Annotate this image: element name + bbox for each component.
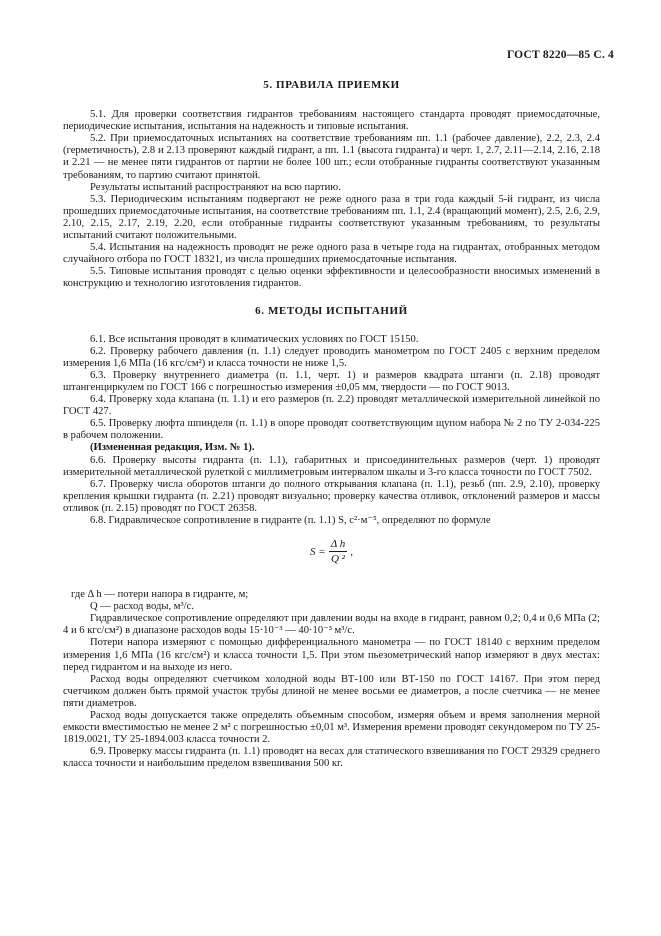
paragraph-6-7: 6.7. Проверку числа оборотов штанги до полного открывания клапана (п. 1.1), резьб (пп. 2.9, 2.10), проверку крепления крышки гидранта (п. 2.21) проводят визуально; проверку качества отливок, отклонений размеров и массы отливок (п. 2.15) проводят по ГОСТ 26358. xyxy=(63,478,600,514)
formula-denominator: Q ² xyxy=(330,553,345,566)
paragraph-6-8-volumetric: Расход воды допускается также определять объемным способом, измеряя объем и время заполнения мерной емкости вместимостью не менее 2 м² с погрешностью ±0,01 м³. Измерения времени проводят секундомером по ТУ 25-1819.0021, ТУ 25-1894.003 класса точности 2. xyxy=(63,710,600,746)
paragraph-6-5: 6.5. Проверку люфта шпинделя (п. 1.1) в опоре проводят соответствующим щупом набора № 2 по ТУ 2-034-225 в рабочем положении. xyxy=(63,418,600,442)
section-6-title: 6. МЕТОДЫ ИСПЫТАНИЙ xyxy=(255,304,408,317)
paragraph-6-6: 6.6. Проверку высоты гидранта (п. 1.1), габаритных и присоединительных размеров (черт. 1) проводят измерительной металлической рулеткой с миллиметровым интервалом шкалы и 3-го класса точности по ГОСТ 7502. xyxy=(63,454,600,478)
legend-line-1: где Δ h — потери напора в гидранте, м; xyxy=(71,589,249,601)
formula-numerator: Δ h xyxy=(329,538,348,552)
paragraph-6-4: 6.4. Проверку хода клапана (п. 1.1) и его размеров (п. 2.2) проводят металлической измерительной линейкой по ГОСТ 427. xyxy=(63,394,600,418)
formula-legend xyxy=(63,589,600,613)
formula-fraction xyxy=(329,538,348,565)
section-5-title: 5. ПРАВИЛА ПРИЕМКИ xyxy=(263,79,400,91)
paragraph-5-2: 5.2. При приемосдаточных испытаниях на соответствие требованиям пп. 1.1 (рабочее давление), 2.2, 2.3, 2.4 (герметичность), 2.8 и 2.13 проверяют каждый гидрант, а пп. 1.1 (высота гидранта) и черт. 1, 2.7, 2.11—2.14, 2.16, 2.18 и 2.21 — не менее пяти гидрантов от партии не более 100 шт.; если отобранные гидранты соответствуют указанным требованиям, то партию считают принятой. xyxy=(63,133,600,181)
paragraph-6-8-head-loss: Потери напора измеряют с помощью дифференциального манометра — по ГОСТ 18140 с верхним пределом измерения 1,6 МПа (16 кгс/см²) и класса точности 1,5. При этом пьезометрический напор измеряют в двух местах: перед гидрантом и на выходе из него. xyxy=(63,637,600,673)
paragraph-6-8: 6.8. Гидравлическое сопротивление в гидранте (п. 1.1) S, с²·м⁻⁵, определяют по формуле xyxy=(90,515,491,526)
paragraph-5-1: 5.1. Для проверки соответствия гидрантов требованиям настоящего стандарта проводят приемосдаточные, периодические испытания, испытания на надежность и типовые испытания. xyxy=(63,109,600,133)
amendment-note: (Измененная редакция, Изм. № 1). xyxy=(90,442,255,454)
paragraph-6-3: 6.3. Проверку внутреннего диаметра (п. 1.1, черт. 1) и размеров квадрата штанги (п. 2.18) проводят штангенциркулем по ГОСТ 166 с погрешностью измерения ±0,05 мм, твердости — по ГОСТ 9013. xyxy=(63,369,600,393)
formula-lhs: S = xyxy=(310,545,326,558)
paragraph-6-2: 6.2. Проверку рабочего давления (п. 1.1) следует проводить манометром по ГОСТ 2405 с верхним пределом измерения 1,6 МПа (16 кгс/см²) и класса точности не ниже 1,5. xyxy=(63,345,600,369)
paragraph-5-5: 5.5. Типовые испытания проводят с целью оценки эффективности и целесообразности вносимых изменений в конструкцию и технологию изготовления гидрантов. xyxy=(63,266,600,290)
formula-tail: , xyxy=(350,545,353,558)
paragraph-6-1: 6.1. Все испытания проводят в климатических условиях по ГОСТ 15150. xyxy=(90,333,419,345)
paragraph-6-8-flow: Расход воды определяют счетчиком холодной воды ВТ-100 или ВТ-150 по ГОСТ 14167. При этом перед счетчиком должен быть прямой участок трубы длиной не менее восьми ее диаметров, а после счетчика — не менее пяти диаметров. xyxy=(63,673,600,709)
page-content xyxy=(63,76,600,771)
page-header: ГОСТ 8220—85 С. 4 xyxy=(506,49,614,61)
paragraph-6-9: 6.9. Проверку массы гидранта (п. 1.1) проводят на весах для статического взвешивания по ГОСТ 29329 среднего класса точности и наибольшим пределом взвешивания 500 кг. xyxy=(63,746,600,770)
paragraph-5-3: 5.3. Периодическим испытаниям подвергают не реже одного раза в три года каждый 5-й гидрант, из числа прошедших приемосдаточные испытания, на соответствие требованиям пп. 1.1, 2.4 (вращающий момент), 2.5, 2.6, 2.9, 2.10, 2.15, 2.17, 2.19, 2.20, если отобранные гидранты соответствуют указанным требованиям, то результаты испытаний считают положительными. xyxy=(63,193,600,242)
paragraph-5-4: 5.4. Испытания на надежность проводят не реже одного раза в четыре года на гидрантах, отобранных методом случайного отбора по ГОСТ 18321, из числа прошедших приемосдаточные испытания. xyxy=(63,242,600,266)
paragraph-5-2-result: Результаты испытаний распространяют на всю партию. xyxy=(90,181,341,193)
paragraph-6-8-conditions: Гидравлическое сопротивление определяют при давлении воды на входе в гидрант, равном 0,2; 0,4 и 0,6 МПа (2; 4 и 6 кгс/см²) в диапазоне расходов воды 15·10⁻³ — 40·10⁻³ м³/с. xyxy=(63,613,600,637)
formula xyxy=(63,538,600,578)
legend-line-2: Q — расход воды, м³/с. xyxy=(90,601,194,613)
